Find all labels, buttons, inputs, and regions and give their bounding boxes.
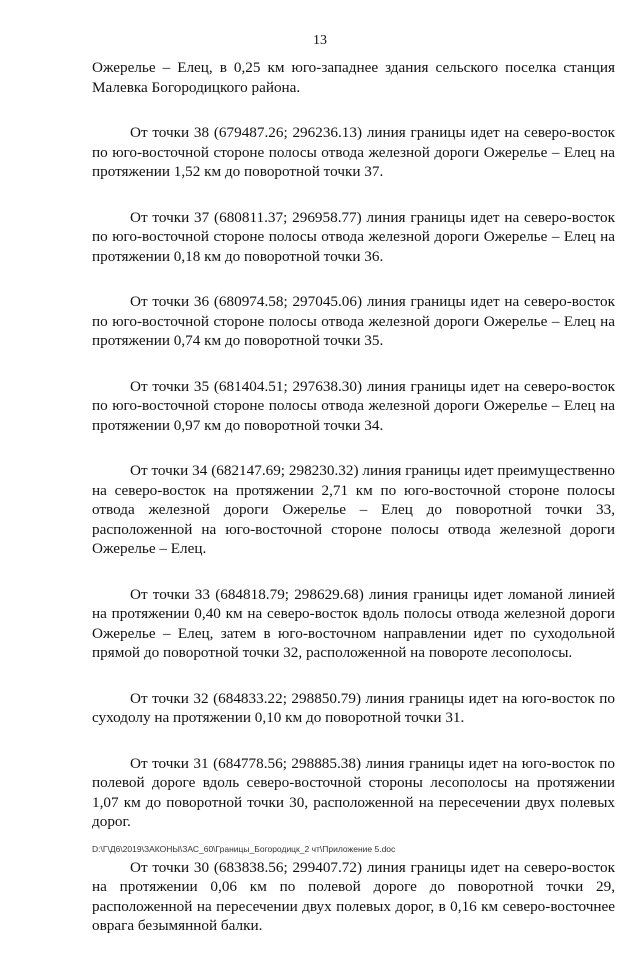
paragraph: Ожерелье – Елец, в 0,25 км юго-западнее здания сельского поселка станция Малевка Богородицкого района.	[92, 59, 615, 96]
paragraph: От точки 38 (679487.26; 296236.13) линия границы идет на северо-восток по юго-восточной стороне полосы отвода железной дороги Ожерелье – Елец на протяжении 1,52 км до поворотной точки 37.	[92, 124, 615, 180]
paragraph: От точки 34 (682147.69; 298230.32) линия границы идет преимущественно на северо-восток на протяжении 2,71 км по юго-восточной стороне полосы отвода железной дороги Ожерелье – Елец до поворотной точки 33, расположенной на юго-восточной стороне полосы отвода железной дороги Ожерелье – Елец.	[92, 462, 615, 557]
footer-file-path: D:\Г\Д6\2019\ЗАКОНЫ\ЗАС_60\Границы_Богородицк_2 чт\Приложение 5.doc	[92, 844, 396, 854]
paragraph: От точки 30 (683838.56; 299407.72) линия границы идет на северо-восток на протяжении 0,06 км по полевой дороге до поворотной точки 29, расположенной на пересечении двух полевых дорог, в 0,16 км северо-восточнее оврага безымянной балки.	[92, 858, 615, 934]
paragraph: От точки 32 (684833.22; 298850.79) линия границы идет на юго-восток по суходолу на протяжении 0,10 км до поворотной точки 31.	[92, 689, 615, 726]
paragraph: От точки 35 (681404.51; 297638.30) линия границы идет на северо-восток по юго-восточной стороне полосы отвода железной дороги Ожерелье – Елец на протяжении 0,97 км до поворотной точки 34.	[92, 377, 615, 434]
paragraph: От точки 33 (684818.79; 298629.68) линия границы идет ломаной линией на протяжении 0,40 км на северо-восток вдоль полосы отвода железной дороги Ожерелье – Елец, затем в юго-восточном направлении идет по суходольной прямой до поворотной точки 32, расположенной на повороте лесополосы.	[92, 585, 615, 661]
page-number: 13	[313, 33, 327, 48]
paragraph: От точки 37 (680811.37; 296958.77) линия границы идет на северо-восток по юго-восточной стороне полосы отвода железной дороги Ожерелье – Елец на протяжении 0,18 км до поворотной точки 36.	[92, 208, 615, 265]
paragraph: От точки 31 (684778.56; 298885.38) линия границы идет на юго-восток по полевой дороге вдоль северо-восточной стороны лесополосы на протяжении 1,07 км до поворотной точки 30, расположенной на пересечении двух полевых дорог.	[92, 754, 615, 830]
document-body	[92, 58, 615, 962]
paragraph: От точки 36 (680974.58; 297045.06) линия границы идет на северо-восток по юго-восточной стороне полосы отвода железной дороги Ожерелье – Елец на протяжении 0,74 км до поворотной точки 35.	[92, 293, 615, 349]
